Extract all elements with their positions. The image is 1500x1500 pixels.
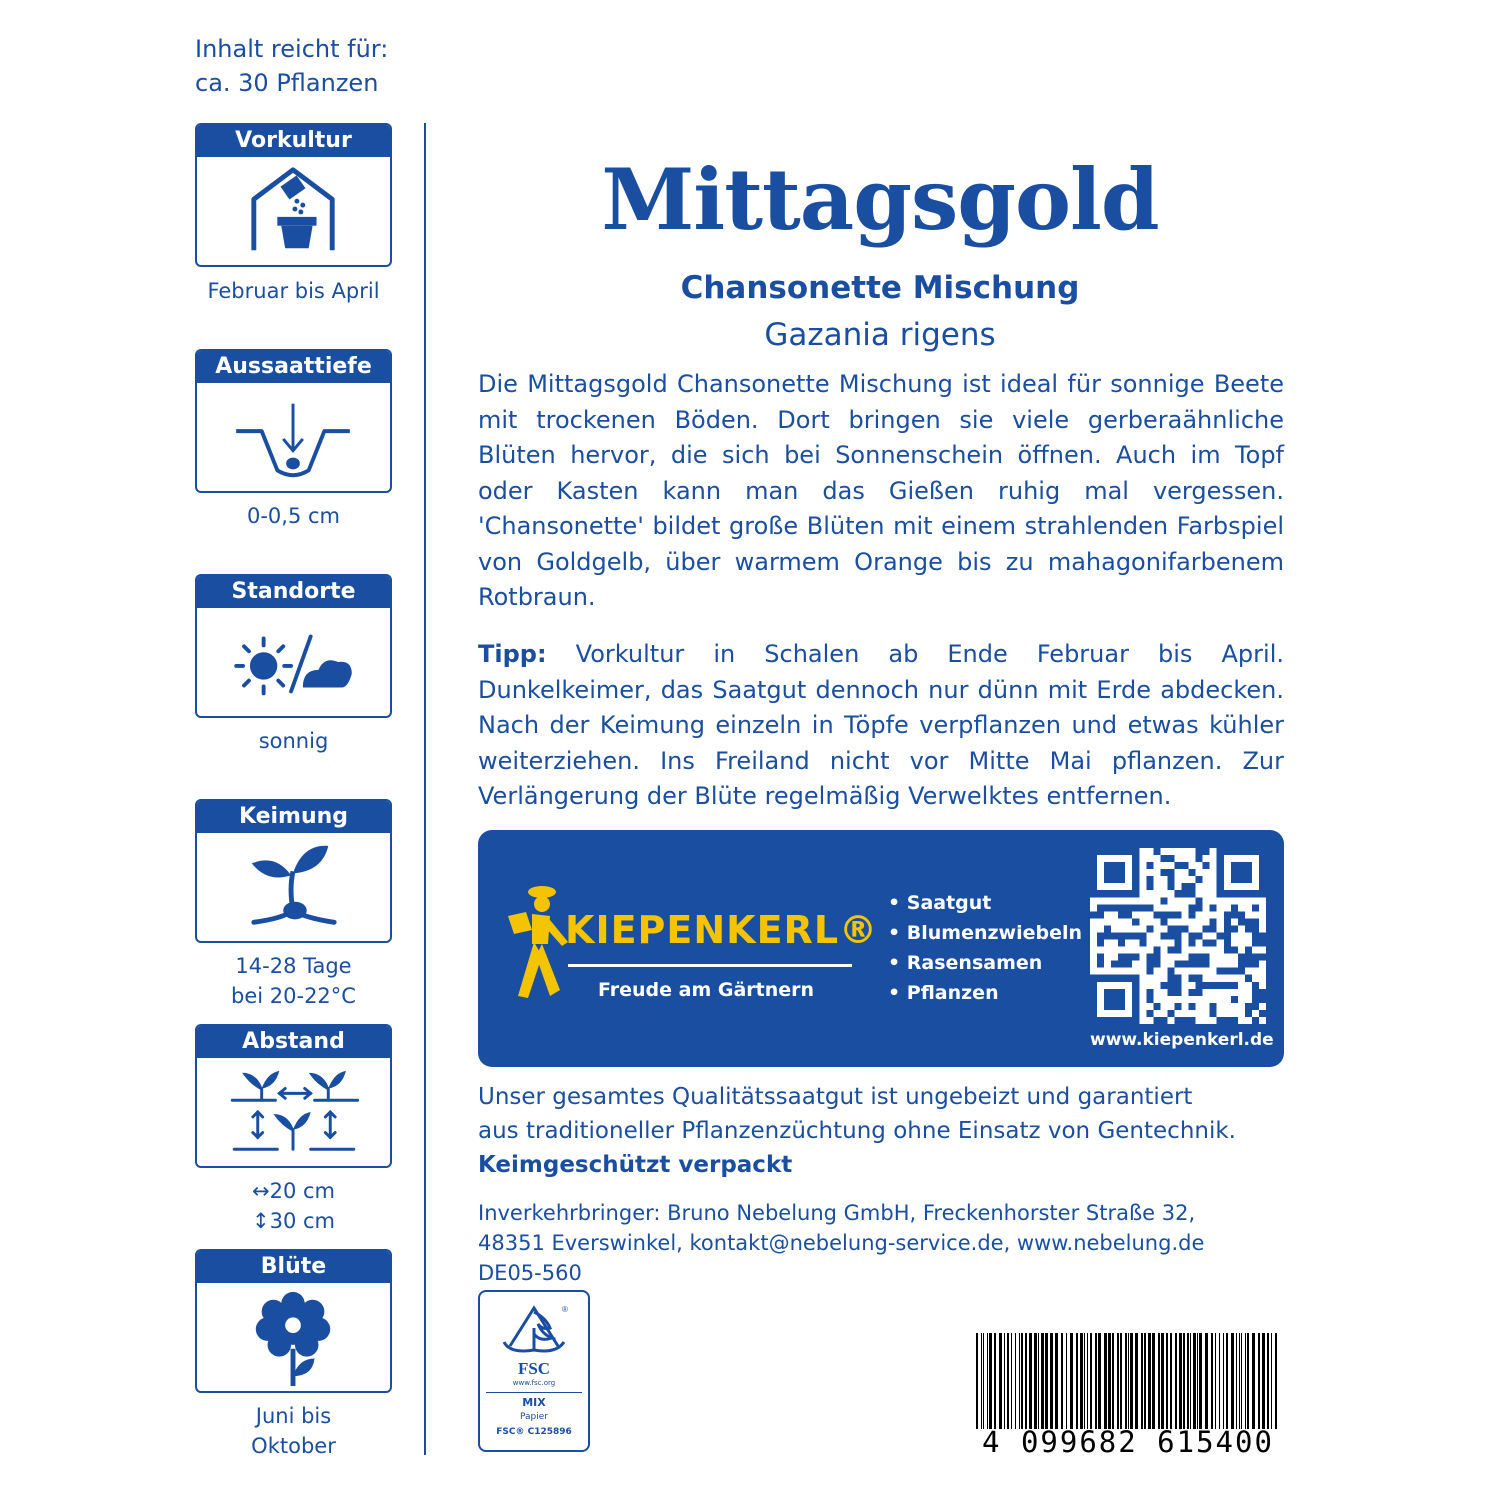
seedling-icon (197, 833, 390, 941)
tile-vorkultur (195, 123, 392, 267)
brand-divider (568, 964, 852, 967)
tile-label-standorte (175, 726, 412, 756)
hiker-logo-icon (502, 882, 572, 1002)
fsc-tree-icon (480, 1298, 588, 1360)
latin-name: Gazania rigens (764, 317, 996, 353)
plant-spacing-icon (197, 1058, 390, 1166)
tile-header: Vorkultur (197, 125, 390, 157)
fsc-mix: MIX (522, 1396, 546, 1409)
sowing-depth-icon (197, 383, 390, 491)
column-divider (424, 123, 426, 1455)
tile-header: Aussaattiefe (197, 351, 390, 383)
quality-line: Unser gesamtes Qualitätssaatgut ist ungebeizt und garantiert (478, 1084, 1193, 1110)
tile-standorte (195, 574, 392, 718)
tip (478, 637, 1284, 815)
brand-url[interactable]: www.kiepenkerl.de (1090, 1030, 1274, 1050)
product-categories (888, 888, 1082, 1008)
tip-label: Tipp: (478, 640, 547, 668)
description: Die Mittagsgold Chansonette Mischung ist ideal für sonnige Beete mit trockenen Böden. Dort bringen sie viele gerberaähnliche Blüten hervor, die sich bei Sonnenschein öffnen. Auch im Topf oder Kasten kann man das Gießen ruhig mal vergessen. 'Chansonette' bildet große Blüten mit einem strahlenden Farbspiel von Goldgelb, über warmem Orange bis zu mahagonifarbenem Rotbraun. (478, 370, 1284, 611)
sun-cloud-icon (197, 608, 390, 716)
tile-label-line: 0-0,5 cm (246, 504, 340, 528)
category-item: • Saatgut (888, 888, 1082, 918)
legal-line: 48351 Everswinkel, kontakt@nebelung-service.de, www.nebelung.de (478, 1231, 1205, 1255)
tile-header: Abstand (197, 1026, 390, 1058)
tile-aussaattiefe (195, 349, 392, 493)
quality-statement (478, 1080, 1308, 1182)
fsc-mark: FSC (517, 1359, 551, 1378)
tile-label-line: Februar bis April (207, 279, 380, 303)
tile-abstand (195, 1024, 392, 1168)
qr-code[interactable] (1090, 848, 1266, 1024)
tile-header: Blüte (197, 1251, 390, 1283)
category-item: • Blumenzwiebeln (888, 918, 1082, 948)
tile-label-line: ↔20 cm (252, 1179, 335, 1203)
category-item: • Pflanzen (888, 978, 1082, 1008)
tile-label-line: sonnig (258, 729, 329, 753)
legal-line: Inverkehrbringer: Bruno Nebelung GmbH, Freckenhorster Straße 32, (478, 1201, 1196, 1225)
tile-header: Keimung (197, 801, 390, 833)
tile-label-abstand (175, 1176, 412, 1236)
flower-icon (197, 1283, 390, 1391)
tile-keimung (195, 799, 392, 943)
quality-line: aus traditioneller Pflanzenzüchtung ohne Einsatz von Gentechnik. (478, 1118, 1236, 1144)
fsc-site: www.fsc.org (512, 1379, 556, 1387)
tile-label-aussaattiefe (175, 501, 412, 531)
tile-bluete (195, 1249, 392, 1393)
fsc-label (478, 1290, 590, 1452)
tile-label-bluete (175, 1401, 412, 1461)
tile-label-keimung (175, 951, 412, 1011)
tile-label-vorkultur (175, 276, 412, 306)
tile-label-line: bei 20-22°C (231, 984, 356, 1008)
category-item: • Rasensamen (888, 948, 1082, 978)
tile-label-line: Oktober (251, 1434, 336, 1458)
svg-text:®: ® (562, 1305, 568, 1314)
content-amount-line2: ca. 30 Pflanzen (195, 69, 379, 97)
product-subtitle: Chansonette Mischung (680, 270, 1080, 306)
tile-label-line: 14-28 Tage (235, 954, 352, 978)
brand-slogan: Freude am Gärtnern (598, 979, 815, 1001)
barcode (972, 1333, 1284, 1429)
legal-line: DE05-560 (478, 1261, 582, 1285)
barcode-number: 4 099682 615400 (982, 1425, 1274, 1459)
content-amount-line1: Inhalt reicht für: (195, 35, 389, 63)
greenhouse-pot-icon (197, 157, 390, 265)
tile-header: Standorte (197, 576, 390, 608)
quality-line-bold: Keimgeschützt verpackt (478, 1152, 793, 1178)
tile-label-line: Juni bis (255, 1404, 332, 1428)
tile-label-line: ↕30 cm (252, 1209, 335, 1233)
content-amount (195, 32, 388, 100)
fsc-code: FSC® C125896 (496, 1427, 572, 1437)
brand-name: KIEPENKERL® (565, 908, 879, 952)
legal-info (478, 1198, 1278, 1288)
fsc-paper: Papier (520, 1412, 548, 1422)
tip-text: Vorkultur in Schalen ab Ende Februar bis April. Dunkelkeimer, das Saatgut dennoch nur dünn mit Erde abdecken. Nach der Keimung einzeln in Töpfe verpflanzen und etwas kühler weiterziehen. Ins Freiland nicht vor Mitte Mai pflanzen. Zur Verlängerung der Blüte regelmäßig Verwelktes entfernen. (478, 640, 1284, 810)
product-title: Mittagsgold (601, 150, 1159, 249)
